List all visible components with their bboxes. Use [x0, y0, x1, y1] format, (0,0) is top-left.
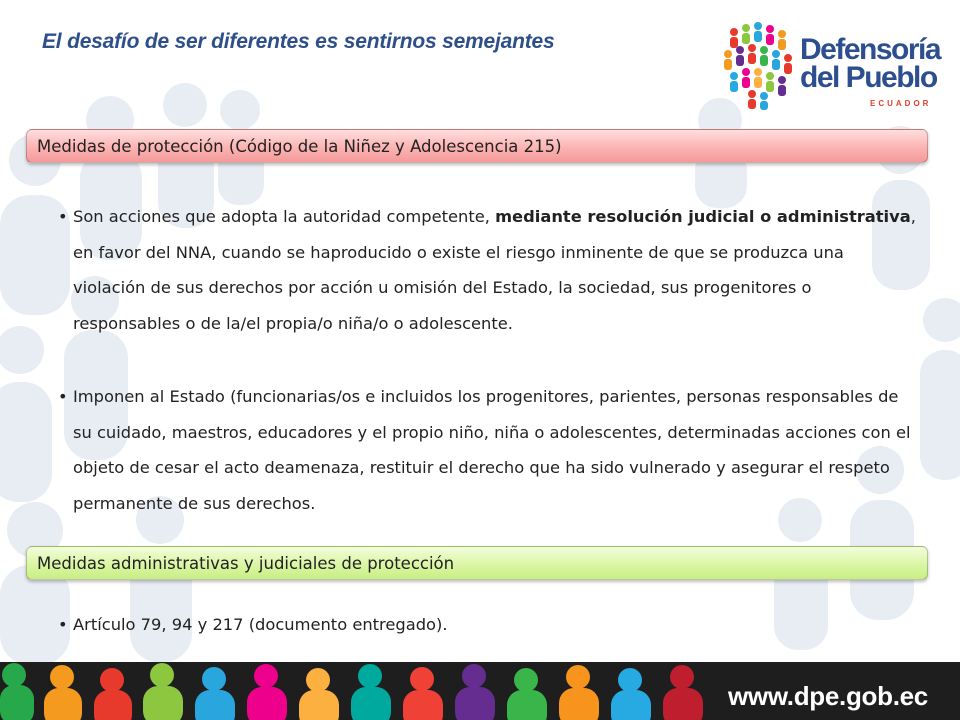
- logo-title: [800, 33, 941, 94]
- bullet-text-2: Imponen al Estado (funcionarias/os e incluidos los progenitores, parientes, personas responsables de su cuidado, maestros, educadores y el propio niño, niña o adolescentes, determinadas acciones con el objeto de cesar el acto deamenaza, restituir el derecho que ha sido vulnerado y asegurar el respeto permanente de sus derechos.: [73, 387, 911, 513]
- bullet-item-3: [58, 607, 920, 643]
- bullet-item-1: [58, 199, 920, 341]
- bullet-item-2: [58, 379, 920, 521]
- bullet-text-1-part1: Son acciones que adopta la autoridad competente,: [73, 207, 496, 226]
- bullet-text-1-part2: , en favor del NNA, cuando se haproducido o existe el riesgo inminente de que se produzca una violación de sus derechos por acción u omisión del Estado, la sociedad, sus progenitores o responsables o de la/el propia/o niña/o o adolescente.: [73, 207, 916, 333]
- section-heading-bar-1: [26, 129, 928, 163]
- footer-website-link[interactable]: www.dpe.gob.ec: [728, 681, 928, 711]
- defensoria-logo: [718, 18, 941, 110]
- bullet-dot: •: [58, 387, 68, 406]
- bullet-dot: •: [58, 207, 68, 226]
- bullet-text-1-bold: mediante resolución judicial o administrativa: [495, 207, 911, 226]
- logo-title-line1: Defensoría: [800, 33, 941, 66]
- people-map-icon: [718, 18, 798, 110]
- bullet-text-3: Artículo 79, 94 y 217 (documento entregado).: [73, 615, 448, 634]
- logo-subtitle: ECUADOR: [870, 99, 932, 108]
- section-heading-1: Medidas de protección (Código de la Niñez y Adolescencia 215): [37, 137, 562, 156]
- bullet-dot: •: [58, 615, 68, 634]
- section-heading-bar-2: [26, 546, 928, 580]
- logo-title-line2: del Pueblo: [800, 61, 937, 94]
- tagline: El desafío de ser diferentes es sentirnos semejantes: [42, 30, 555, 53]
- bullet-text-1: [73, 199, 920, 341]
- section-heading-2: Medidas administrativas y judiciales de protección: [37, 554, 455, 573]
